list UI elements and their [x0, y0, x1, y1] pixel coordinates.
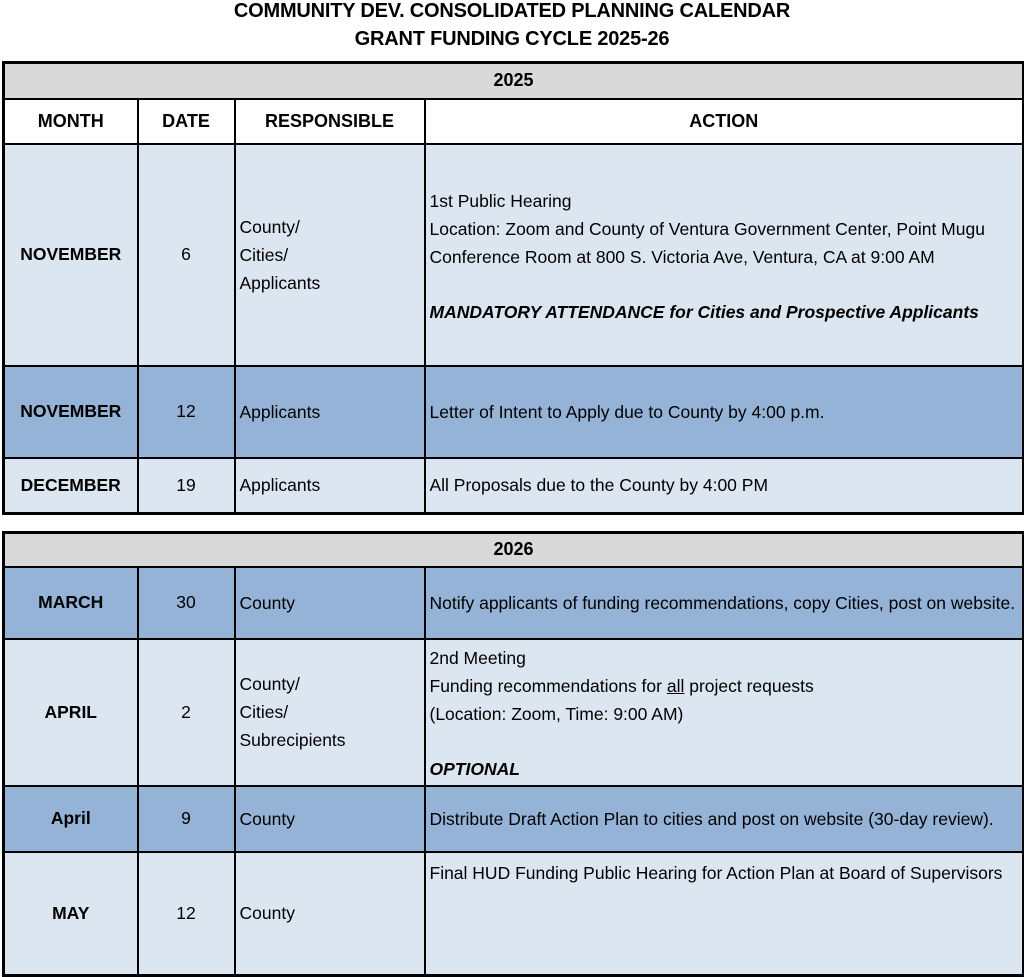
action-cell: Notify applicants of funding recommendations, copy Cities, post on website. — [425, 567, 1024, 639]
page-title: COMMUNITY DEV. CONSOLIDATED PLANNING CALENDAR — [233, 0, 791, 22]
date-cell: 12 — [138, 366, 235, 458]
month-cell: April — [4, 786, 138, 852]
table-row — [4, 852, 1024, 976]
date-cell: 30 — [138, 567, 235, 639]
column-header-action: ACTION — [425, 99, 1024, 144]
year-heading-2025: 2025 — [4, 63, 1024, 99]
action-note: OPTIONAL — [429, 758, 520, 779]
date-cell: 9 — [138, 786, 235, 852]
responsible-cell: County — [235, 786, 425, 852]
month-cell: NOVEMBER — [4, 366, 138, 458]
calendar-table-2025 — [2, 61, 1024, 515]
action-cell: All Proposals due to the County by 4:00 PM — [425, 458, 1024, 514]
month-cell: MARCH — [4, 567, 138, 639]
table-row — [4, 639, 1024, 786]
table-row — [4, 786, 1024, 852]
responsible-cell — [235, 144, 425, 366]
date-cell: 6 — [138, 144, 235, 366]
table-row — [4, 567, 1024, 639]
month-cell: MAY — [4, 852, 138, 976]
table-row — [4, 366, 1024, 458]
action-detail-text: Funding recommendations for — [429, 675, 667, 696]
page-subtitle: GRANT FUNDING CYCLE 2025-26 — [354, 28, 670, 50]
responsible-line: Subrecipients — [239, 730, 346, 750]
action-title: 1st Public Hearing — [429, 190, 572, 211]
responsible-line: Cities/ — [239, 702, 289, 722]
action-note: MANDATORY ATTENDANCE for Cities and Prospective Applicants — [429, 301, 979, 322]
column-header-month: MONTH — [4, 99, 138, 144]
action-cell: Letter of Intent to Apply due to County by 4:00 p.m. — [425, 366, 1024, 458]
action-detail-text: project requests — [684, 675, 814, 696]
month-cell: NOVEMBER — [4, 144, 138, 366]
action-cell — [425, 639, 1024, 786]
calendar-table-2026 — [2, 531, 1024, 977]
month-cell: APRIL — [4, 639, 138, 786]
year-heading-2026: 2026 — [4, 533, 1024, 567]
table-row — [4, 458, 1024, 514]
responsible-cell: County — [235, 567, 425, 639]
month-cell: DECEMBER — [4, 458, 138, 514]
action-cell: Distribute Draft Action Plan to cities and post on website (30-day review). — [425, 786, 1024, 852]
responsible-cell: Applicants — [235, 458, 425, 514]
action-cell — [425, 144, 1024, 366]
responsible-line: County/ — [239, 674, 300, 694]
date-cell: 2 — [138, 639, 235, 786]
action-detail-underlined: all — [666, 675, 685, 696]
date-cell: 12 — [138, 852, 235, 976]
column-header-responsible: RESPONSIBLE — [235, 99, 425, 144]
action-detail — [430, 672, 1019, 700]
column-header-date: DATE — [138, 99, 235, 144]
table-row — [4, 144, 1024, 366]
responsible-line: Cities/ — [239, 244, 289, 265]
responsible-cell: County — [235, 852, 425, 976]
responsible-cell — [235, 639, 425, 786]
date-cell: 19 — [138, 458, 235, 514]
action-location: (Location: Zoom, Time: 9:00 AM) — [429, 703, 684, 724]
responsible-cell: Applicants — [235, 366, 425, 458]
action-cell: Final HUD Funding Public Hearing for Action Plan at Board of Supervisors — [425, 852, 1024, 976]
action-title: 2nd Meeting — [429, 647, 526, 668]
action-detail: Location: Zoom and County of Ventura Government Center, Point Mugu Conference Room at 800 S. Victoria Ave, Ventura, CA at 9:00 AM — [429, 218, 985, 267]
responsible-line: Applicants — [239, 272, 321, 293]
responsible-line: County/ — [239, 216, 300, 237]
